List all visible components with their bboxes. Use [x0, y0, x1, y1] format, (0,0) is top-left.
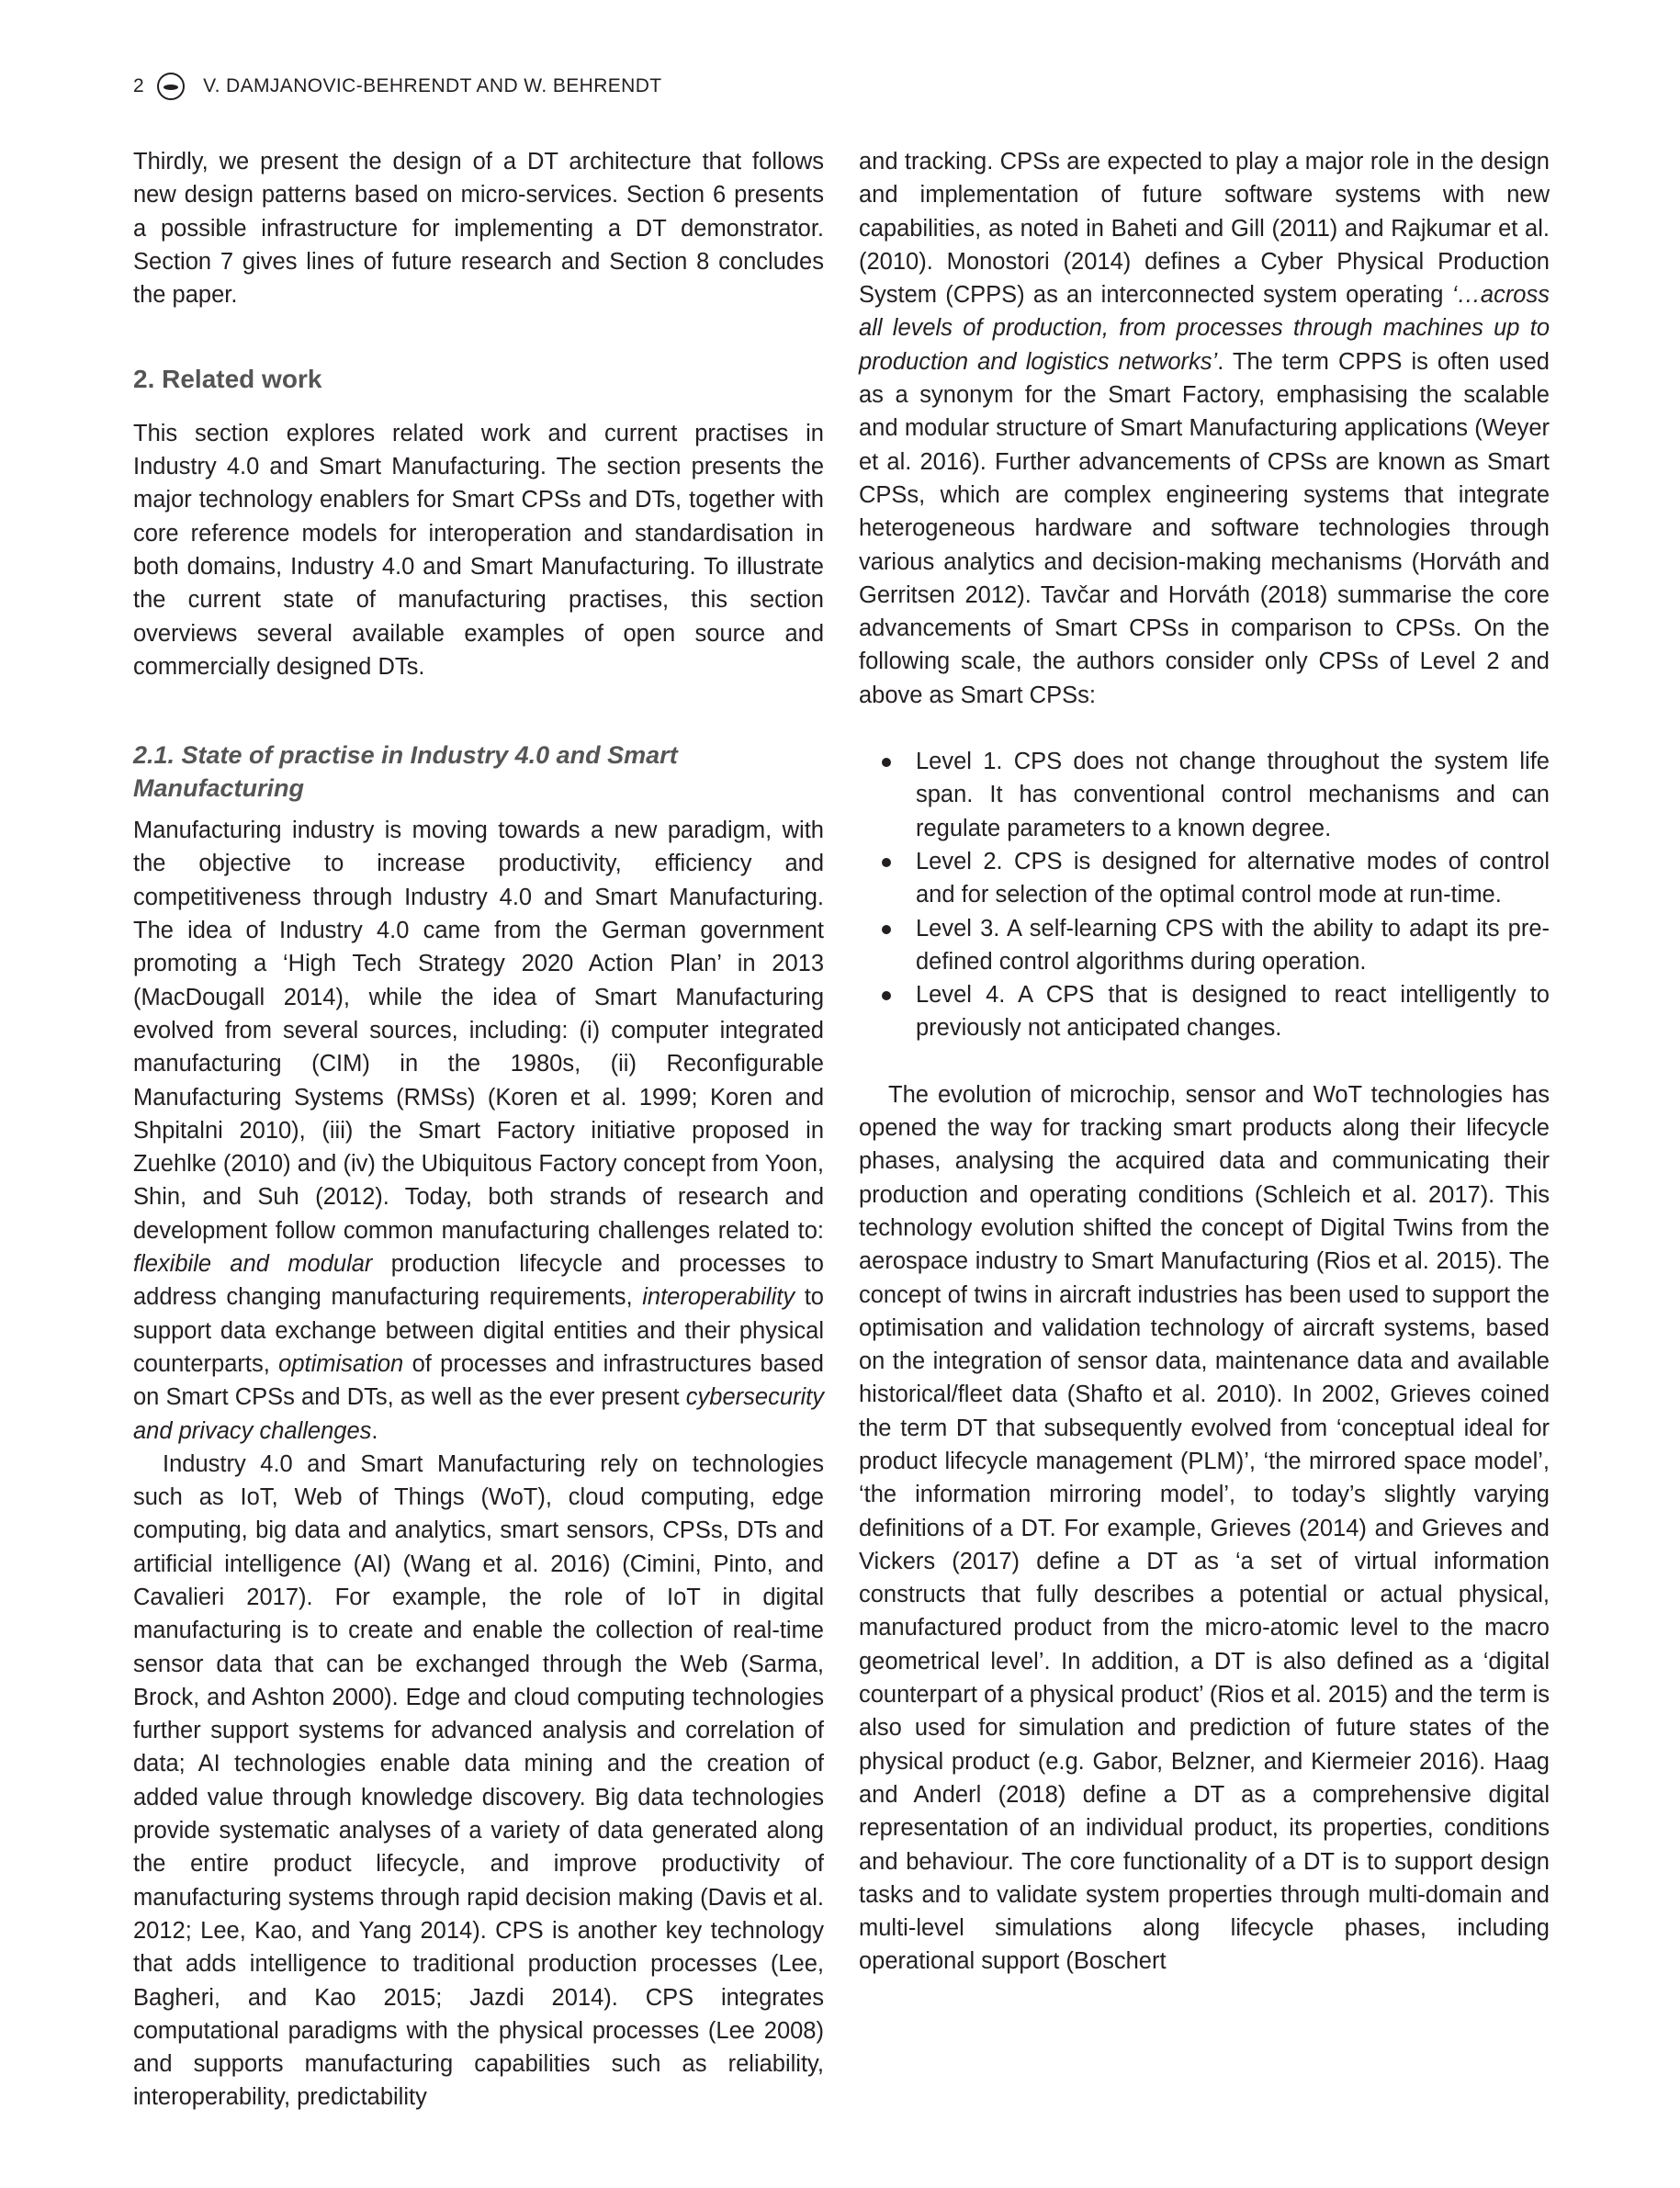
running-header [133, 70, 662, 103]
technologies-paragraph: Industry 4.0 and Smart Manufacturing rely on technologies such as IoT, Web of Things (WoT), cloud computing, edge computing, big data and analytics, smart sensors, CPSs, DTs and artificial intelligence (AI) (Wang et al. 2016) (Cimini, Pinto, and Cavalieri 2017). For example, the role of IoT in digital manufacturing is to create and enable the collection of real-time sensor data that can be exchanged through the Web (Sarma, Brock, and Ashton 2000). Edge and cloud computing technologies further support systems for advanced analysis and correlation of data; AI technologies enable data mining and the creation of added value through knowledge discovery. Big data technologies provide systematic analyses of a variety of data generated along the entire product lifecycle, and improve productivity of manufacturing systems through rapid decision making (Davis et al. 2012; Lee, Kao, and Yang 2014). CPS is another key technology that adds intelligence to traditional production processes (Lee, Bagheri, and Kao 2015; Jazdi 2014). CPS integrates computational paradigms with the physical processes (Lee 2008) and supports manufacturing capabilities such as reliability, interoperability, predictability [133, 1450, 824, 2111]
emphasis-optimisation: optimisation [278, 1350, 404, 1377]
text-run: and tracking. CPSs are expected to play a major role in the design and implementation of future software systems with new capabilities, as noted in Baheti and Gill (2011) and Rajkumar et al. (2010). Monostori (2014) defines a Cyber Physical Production System (CPPS) as an interconnected system operating [859, 149, 1550, 309]
emphasis-flexible: flexibile and modular [133, 1251, 373, 1278]
quote-cpps: ‘…across all levels of production, from processes through machines up to production and logistics networks’ [859, 282, 1550, 375]
text-run: to support data exchange between digital entities and their physical counterparts, [133, 1284, 824, 1377]
text-run: Manufacturing industry is moving towards a new paradigm, with the objective to increase productivity, efficiency and competitiveness through Industry 4.0 and Smart Manufacturing. The idea of Industry 4.0 came from the German government promoting a ‘High Tech Strategy 2020 Action Plan’ in 2013 (MacDougall 2014), while the idea of Smart Manufacturing evolved from several sources, including: (i) computer integrated manufacturing (CIM) in the 1980s, (ii) Reconfigurable Manufacturing Systems (RMSs) (Koren et al. 1999; Koren and Shpitalni 2010), (iii) the Smart Factory initiative proposed in Zuehlke (2010) and (iv) the Ubiquitous Factory concept from Yoon, Shin, and Suh (2012). Today, both strands of research and development follow common manufacturing challenges related to: [133, 818, 824, 1244]
section-heading-related-work: 2. Related work [133, 365, 322, 394]
subsection-heading-state-of-practise: 2.1. State of practise in Industry 4.0 and Smart Manufacturing [133, 741, 678, 803]
cps-paragraph [859, 145, 1550, 712]
journal-logo-icon [157, 73, 185, 100]
left-column [133, 145, 824, 2115]
evolution-paragraph: The evolution of microchip, sensor and WoT technologies has opened the way for tracking smart products along their lifecycle phases, analysing the acquired data and communicating their production and operating conditions (Schleich et al. 2017). This technology evolution shifted the concept of Digital Twins from the aerospace industry to Smart Manufacturing (Rios et al. 2015). The concept of twins in aircraft industries has been used to support the optimisation and validation technology of aircraft systems, based on the integration of sensor data, maintenance data and available historical/fleet data (Shafto et al. 2010). In 2002, Grieves coined the term DT that subsequently evolved from ‘conceptual ideal for product lifecycle management (PLM)’, ‘the mirrored space model’, ‘the information mirroring model’, to today’s slightly varying definitions of a DT. For example, Grieves (2014) and Grieves and Vickers (2017) define a DT as ‘a set of virtual information constructs that fully describes a potential or actual physical, manufactured product from the micro-atomic level to the macro geometrical level’. In addition, a DT is also defined as a ‘digital counterpart of a physical product’ (Rios et al. 2015) and the term is also used for simulation and prediction of future states of the physical product (e.g. Gabor, Belzner, and Kiermeier 2016). Haag and Anderl (2018) define a DT as a comprehensive digital representation of an individual product, its properties, conditions and behaviour. The core functionality of a DT is to support design tasks and to validate system properties through multi-domain and multi-level simulations along lifecycle phases, including operational support (Boschert [859, 1081, 1550, 1975]
emphasis-interoperability: interoperability [642, 1284, 795, 1311]
intro-paragraph: Thirdly, we present the design of a DT architecture that follows new design patterns based on micro-services. Section 6 presents a possible infrastructure for implementing a DT demonstrator. Section 7 gives lines of future research and Section 8 concludes the paper. [133, 149, 824, 309]
author-names: V. DAMJANOVIC-BEHRENDT AND W. BEHRENDT [203, 75, 662, 96]
list-item: Level 4. A CPS that is designed to react intelligently to previously not anticipated changes. [859, 978, 1550, 1045]
list-item: Level 2. CPS is designed for alternative modes of control and for selection of the optimal control mode at run-time. [859, 845, 1550, 912]
list-item: Level 3. A self-learning CPS with the ability to adapt its pre-defined control algorithms during operation. [859, 912, 1550, 979]
related-work-paragraph: This section explores related work and current practises in Industry 4.0 and Smart Manufacturing. The section presents the major technology enablers for Smart CPSs and DTs, together with core reference models for interoperation and standardisation in both domains, Industry 4.0 and Smart Manufacturing. To illustrate the current state of manufacturing practises, this section overviews several available examples of open source and commercially designed DTs. [133, 420, 824, 680]
text-run: . The term CPPS is often used as a synonym for the Smart Factory, emphasising the scalable and modular structure of Smart Manufacturing applications (Weyer et al. 2016). Further advancements of CPSs are known as Smart CPSs, which are complex engineering systems that integrate heterogeneous hardware and software technologies through various analytics and decision-making mechanisms (Horváth and Gerritsen 2012). Tavčar and Horváth (2018) summarise the core advancements of Smart CPSs in comparison to CPSs. On the following scale, the authors consider only CPSs of Level 2 and above as Smart CPSs: [859, 348, 1550, 708]
emphasis-cybersecurity: cybersecurity and privacy challenges [133, 1384, 824, 1444]
text-run: of processes and infrastructures based on Smart CPSs and DTs, as well as the ever present [133, 1350, 824, 1411]
page-number: 2 [133, 75, 145, 96]
text-run: . [371, 1417, 378, 1444]
state-of-practise-paragraph [133, 814, 824, 1448]
right-column [859, 145, 1550, 1979]
cps-levels-list [859, 745, 1550, 1045]
text-run: production lifecycle and processes to address changing manufacturing requirements, [133, 1251, 824, 1311]
list-item: Level 1. CPS does not change throughout the system life span. It has conventional control mechanisms and can regulate parameters to a known degree. [859, 745, 1550, 845]
